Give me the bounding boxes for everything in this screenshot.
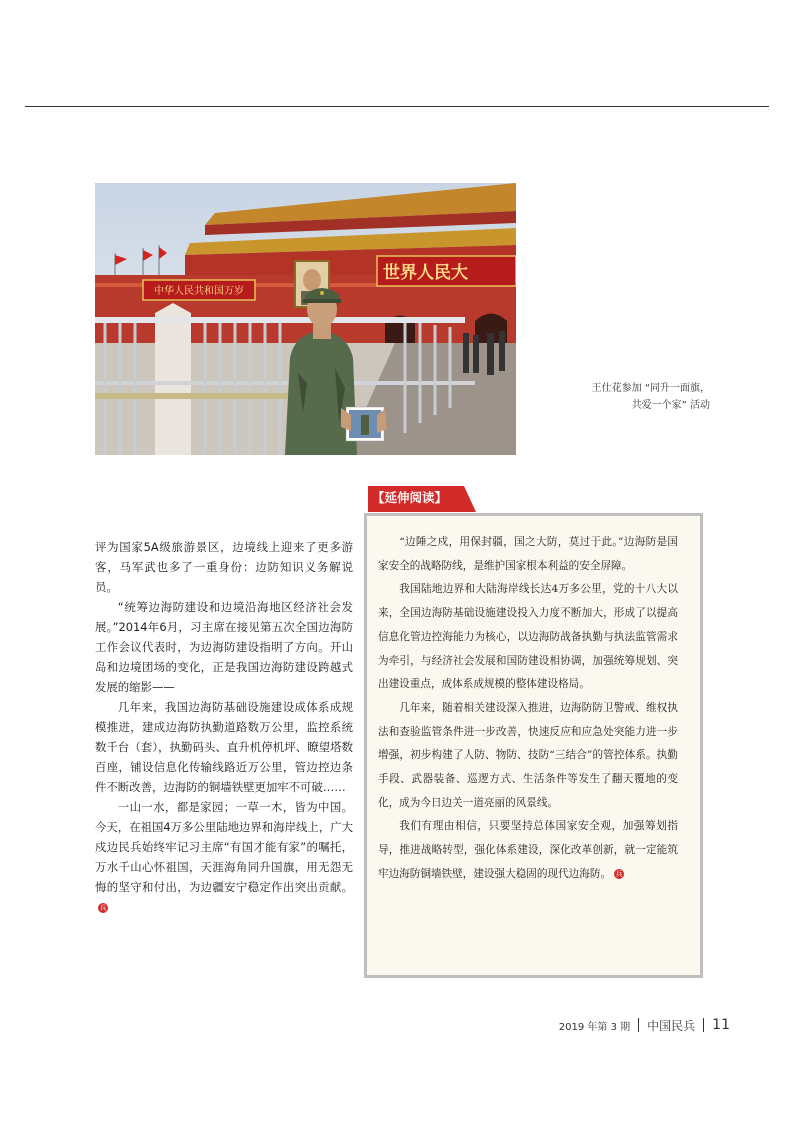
photo-caption xyxy=(540,380,710,414)
extended-paragraph-1: “边陲之戍，用保封疆，国之大防，莫过于此。”边海防是国家安全的战略防线，是维护国家根本利益的安全屏障。 xyxy=(378,536,678,572)
tiananmen-photo xyxy=(95,183,516,455)
extended-reading-title: 【延伸阅读】 xyxy=(372,490,448,505)
extended-paragraph-4 xyxy=(378,815,678,886)
article-left-column xyxy=(95,537,353,917)
extended-paragraph-2: 我国陆地边界和大陆海岸线长达4万多公里，党的十八大以来，全国边海防基础设施建设投入力度不断加大，形成了以提高信息化管边控海能力为核心，以边海防战备执勤与执法监管需求为牵引，与经济社会发展和国防建设相协调，加强统筹规划、突出建设重点，成体系成规模的整体建设格局。 xyxy=(378,583,678,691)
page-footer xyxy=(559,1016,730,1034)
article-paragraph-4-text: 一山一水，都是家园；一草一木，皆为中国。今天，在祖国4万多公里陆地边界和海岸线上，广大戍边民兵始终牢记习主席“有国才能有家”的嘱托，万水千山心怀祖国，天涯海角同升国旗，用无怨无悔的坚守和付出，为边疆安宁稳定作出突出贡献。 xyxy=(95,800,353,894)
article-paragraph-4 xyxy=(95,797,353,917)
end-mark-icon: 兵 xyxy=(99,904,107,912)
article-paragraph-3: 几年来，我国边海防基础设施建设成体系成规模推进，建成边海防执勤道路数万公里，监控系统数千台（套），执勤码头、直升机停机坪、瞭望塔数百座，铺设信息化传输线路近万公里，管边控边条件不断改善，边海防的铜墙铁壁更加牢不可破…… xyxy=(95,700,353,794)
issue-label: 2019 年第 3 期 xyxy=(558,1021,631,1033)
extended-reading-body xyxy=(378,531,678,887)
top-rule xyxy=(25,106,769,107)
magazine-name: 中国民兵 xyxy=(647,1018,696,1033)
article-paragraph-1: 评为国家5A级旅游景区，边境线上迎来了更多游客，马军武也多了一重身份：边防知识义务解说员。 xyxy=(95,540,353,594)
footer-divider xyxy=(703,1018,704,1032)
extended-paragraph-4-text: 我们有理由相信，只要坚持总体国家安全观，加强筹划指导，推进战略转型，强化体系建设，深化改革创新，就一定能筑牢边海防铜墙铁壁，建设强大稳固的现代边海防。 xyxy=(378,820,678,880)
gate-sign-right: 世界人民大 xyxy=(383,263,468,283)
article-paragraph-2: “统筹边海防建设和边境沿海地区经济社会发展。”2014年6月，习主席在接见第五次全国边海防工作会议代表时，为边海防建设指明了方向。开山岛和边境团场的变化，正是我国边海防建设跨越式发展的缩影—— xyxy=(95,600,353,694)
gate-sign-left: 中华人民共和国万岁 xyxy=(154,286,244,297)
caption-line-2: 共爱一个家” 活动 xyxy=(631,400,710,411)
footer-divider xyxy=(638,1018,639,1032)
caption-line-1: 王仕花参加 “同升一面旗， xyxy=(591,383,710,394)
end-mark-icon: 兵 xyxy=(615,869,623,878)
extended-paragraph-3: 几年来，随着相关建设深入推进，边海防防卫警戒、维权执法和查验监管条件进一步改善，快速反应和应急处突能力进一步增强，初步构建了人防、物防、技防“三结合”的管控体系。执勤手段、武器装备、巡逻方式、生活条件等发生了翻天覆地的变化，成为今日边关一道亮丽的风景线。 xyxy=(378,701,678,809)
page-number: 11 xyxy=(712,1017,730,1033)
